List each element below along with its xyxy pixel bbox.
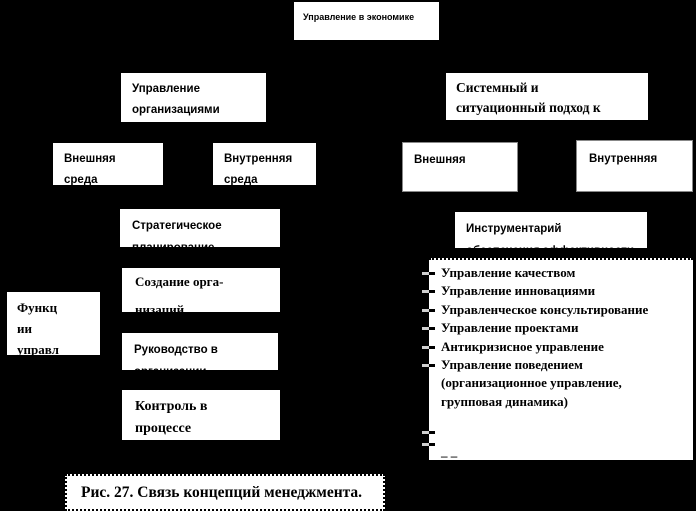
box-effectiveness-tools: [455, 212, 647, 257]
box-label: Системный и: [456, 80, 539, 95]
box-label: Инструментарий: [466, 223, 562, 235]
list-item-dash: [422, 364, 435, 367]
box-system-situational-approach: [446, 73, 648, 120]
list-item: [429, 319, 693, 337]
box-label: Управление в экономике: [303, 12, 415, 22]
box-label: Создание орга-: [135, 274, 224, 289]
list-item: [429, 301, 693, 319]
box-label: Контроль в: [135, 399, 208, 414]
list-item-text: Управление поведением: [441, 356, 583, 372]
box-leadership-in-organization: [122, 333, 278, 378]
list-item-text: Управление качеством: [441, 265, 576, 280]
box-label: Внутренняя: [224, 153, 293, 165]
box-internal-environment-right: [576, 140, 693, 192]
management-concepts-list: [429, 258, 693, 464]
list-item: [429, 264, 693, 282]
box-internal-environment-left: [213, 143, 316, 185]
box-label: организации: [134, 366, 207, 378]
box-process-control: [122, 390, 280, 440]
box-label: процессе: [135, 421, 192, 436]
list-item-text: групповая динамика): [441, 393, 568, 409]
list-item: [429, 448, 693, 464]
caption-text: Рис. 27. Связь концепций менеджмента.: [81, 484, 363, 501]
box-label: управл: [17, 342, 59, 357]
box-label: организациями: [132, 104, 220, 116]
box-label: Внешняя: [414, 154, 466, 166]
figure-caption: [65, 474, 385, 511]
box-label: Функц: [17, 300, 58, 315]
list-item-text: Управление проектами: [441, 320, 579, 336]
box-organization-creation: [122, 268, 280, 317]
box-external-environment-right: [402, 142, 518, 192]
box-organization-management: [121, 73, 266, 122]
box-label: обеспечения эффективности: [466, 245, 634, 257]
box-management-in-economy: [294, 2, 439, 40]
list-item: [429, 282, 693, 300]
list-item: [429, 374, 693, 392]
box-management-functions: [7, 292, 100, 355]
box-label: среда: [64, 174, 98, 186]
box-label: Стратегическое: [132, 220, 222, 232]
list-item-dash: [422, 290, 435, 293]
list-item-text: Управленческое консультирование: [441, 301, 649, 317]
box-label: Управление: [132, 83, 200, 95]
list-item-dash: [422, 309, 435, 312]
list-item-text: (организационное управление,: [441, 375, 622, 391]
box-label: среда: [224, 174, 258, 186]
list-item: [429, 338, 693, 356]
list-item: [429, 393, 693, 411]
box-label: Руководство в: [134, 344, 218, 356]
list-item-text: Управление инновациями: [441, 283, 596, 299]
list-item-text: Антикризисное управление: [441, 338, 604, 354]
list-item: [429, 439, 693, 451]
box-strategic-planning: [120, 209, 280, 254]
list-item-dash: [422, 346, 435, 349]
list-item-dash: [422, 443, 435, 446]
list-item-dash: [422, 431, 435, 434]
list-item: [429, 427, 693, 439]
box-external-environment-left: [53, 143, 163, 185]
box-label: ситуационный подход к: [456, 99, 601, 115]
list-item: [429, 356, 693, 374]
box-label: Внешняя: [64, 153, 116, 165]
list-item-text: – –: [441, 448, 458, 464]
list-item-dash: [422, 272, 435, 275]
box-label: Внутренняя: [589, 153, 658, 165]
box-label: планирование: [132, 242, 215, 254]
list-item-dash: [422, 327, 435, 330]
box-label: низаций: [135, 302, 185, 317]
box-label: ии: [17, 321, 32, 336]
